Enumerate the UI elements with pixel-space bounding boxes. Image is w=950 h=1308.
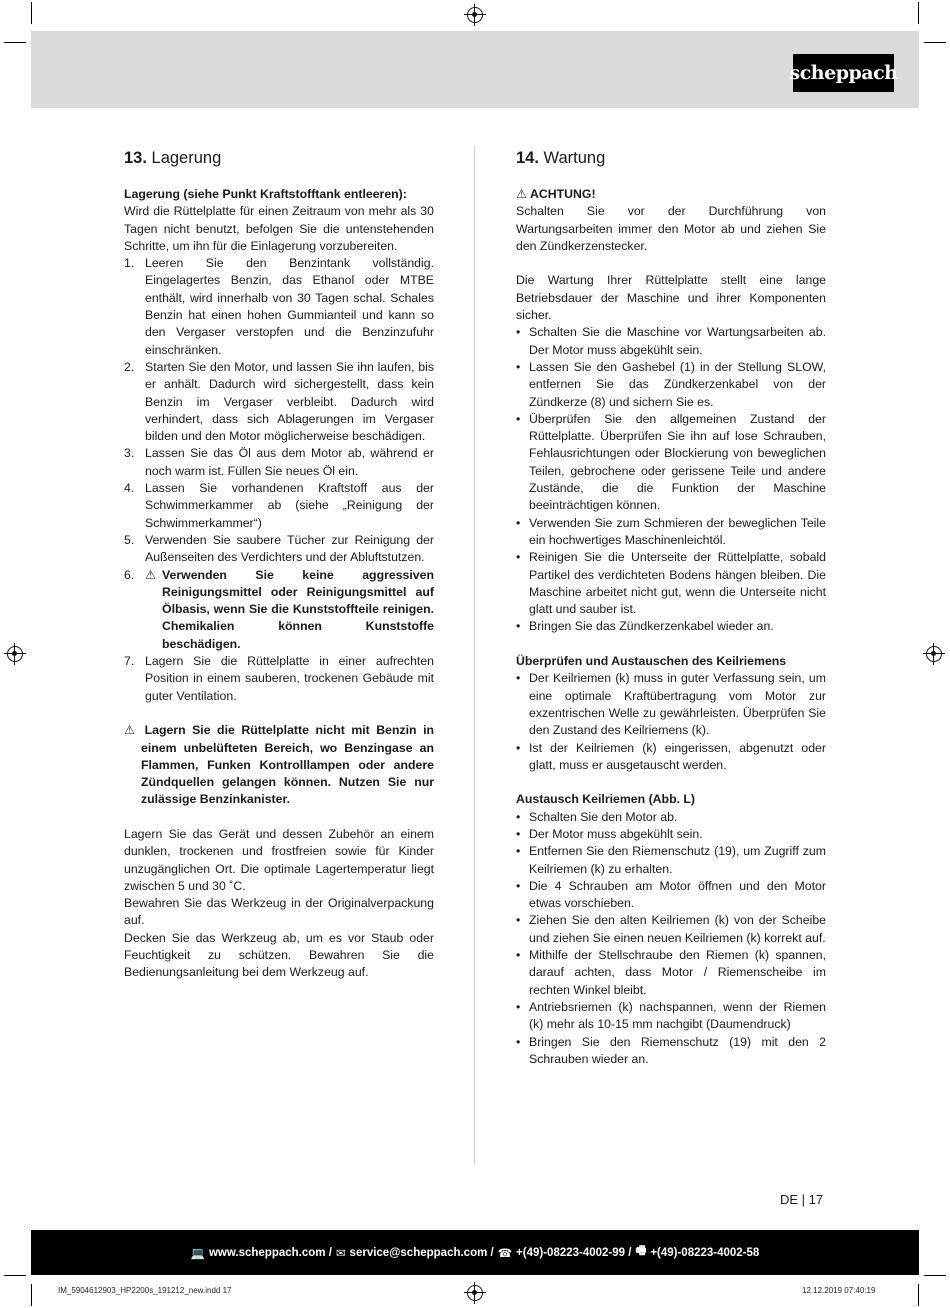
footer-website[interactable]: www.scheppach.com / [208,1246,332,1259]
crop-mark [918,1284,919,1306]
crop-mark [924,42,946,43]
registration-mark-icon [926,646,942,662]
print-slug-file: IM_5904612903_HP2200s_191212_new.indd 17 [58,1286,232,1295]
list-item: • Überprüfen Sie den allgemeinen Zustand der Rüttelplatte. Überprüfen Sie ihn auf lose Schrauben, Fehlausrichtungen oder Blockierung von beweglichen Teilen, gebrochene oder gerissene Teile und andere Zustände, die die Funktion der Maschine beeinträchtigen können. [516,411,826,513]
subsection-title: Überprüfen und Austauschen des Keilriemens [516,654,787,669]
maintenance-bullets [516,324,826,635]
list-item: • Reinigen Sie die Unterseite der Rüttelplatte, sobald Partikel des verdichteten Bodens hängen bleiben. Die Maschine arbeitet nicht gut, wenn die Unterseite nicht glatt und sauber ist. [516,550,826,617]
computer-icon: 💻 [190,1247,205,1260]
list-item: 6. ⚠ Verwenden Sie keine aggressiven Reinigungsmittel oder Reinigungsmittel auf Ölbasis, wenn Sie die Kunststoffteile reinigen. Chemikalien können Kunststoffe beschädigen. [124,567,434,651]
footer-contact-bar [31,1230,919,1275]
attention-title: ⚠ ACHTUNG! [516,187,596,201]
storage-intro-text: Wird die Rüttelplatte für einen Zeitraum von mehr als 30 Tagen nicht benutzt, befolgen Sie die untenstehenden Schritte, um ihn für die Einlagerung vorzubereiten. [124,204,434,253]
maintenance-intro: Die Wartung Ihrer Rüttelplatte stellt eine lange Betriebsdauer der Maschine und ihrer Komponenten sicher. [516,273,826,323]
mail-icon: ✉ [335,1247,346,1260]
section-maintenance [516,148,826,1068]
list-item: 7. Lagern Sie die Rüttelplatte in einer aufrechten Position in einem sauberen, trockenen Gebäude mit guter Ventilation. [124,654,434,703]
attention-text: Schalten Sie vor der Durchführung von Wartungsarbeiten immer den Motor ab und ziehen Sie den Zündkerzenstecker. [516,204,826,253]
crop-mark [918,2,919,24]
section-heading: 14. Wartung [516,149,606,167]
crop-mark [31,2,32,24]
list-item: 4. Lassen Sie vorhandenen Kraftstoff aus der Schwimmerkammer ab (siehe „Reinigung der Schwimmerkammer“) [124,481,434,530]
warning-icon: ⚠ [124,723,145,738]
header-band [31,31,919,108]
list-item: 2. Starten Sie den Motor, und lassen Sie ihn laufen, bis er anhält. Dadurch wird sichergestellt, dass kein Benzin im Vergaser verbleibt. Dadurch wird verhindert, dass sich Ablagerungen im Vergaser bilden und den Motor möglicherweise beschädigen. [124,359,434,444]
fax-icon: 🖷 [635,1245,647,1257]
storage-warning: ⚠ Lagern Sie die Rüttelplatte nicht mit Benzin in einem unbelüfteten Bereich, wo Benzingase an Flammen, Funken Kontrolllampen oder andere Zündquellen gelangen können. Nutzen Sie nur zulässige Benzinkanister. [124,723,434,807]
list-item: • Der Motor muss abgekühlt sein. [516,826,703,841]
footer-email[interactable]: service@scheppach.com / [349,1246,494,1259]
brand-logo: scheppach [793,54,894,92]
list-item: • Ist der Keilriemen (k) eingerissen, abgenutzt oder glatt, muss er ausgetauscht werden. [516,740,826,772]
registration-mark-icon [7,646,23,662]
phone-icon: ☎ [497,1247,513,1260]
list-item: • Lassen Sie den Gashebel (1) in der Stellung SLOW, entfernen Sie das Zündkerzenkabel von der Zündkerze (8) und sichern Sie es. [516,359,826,409]
list-item: • Ziehen Sie den alten Keilriemen (k) von der Scheibe und ziehen Sie einen neuen Keilriemen (k) korrekt auf. [516,913,826,945]
list-item: • Die 4 Schrauben am Motor öffnen und den Motor etwas vorschieben. [516,878,826,911]
section-heading: 13. Lagerung [124,149,222,167]
list-item: 5. Verwenden Sie saubere Tücher zur Reinigung der Außenseiten des Verdichters und der Abluftstutzen. [124,532,434,565]
warning-icon: ⚠ [516,187,530,201]
list-item: 1. Leeren Sie den Benzintank vollständig. Eingelagertes Benzin, das Ethanol oder MTBE enthält, wird innerhalb von 30 Tagen schal. Schales Benzin hat einen hohen Gummianteil und kann so den Vergaser verstopfen und die Benzinzufuhr einschränken. [124,256,434,357]
list-item: 3. Lassen Sie das Öl aus dem Motor ab, während er noch warm ist. Füllen Sie neues Öl ein. [124,446,434,478]
list-item: • Bringen Sie den Riemenschutz (19) mit den 2 Schrauben wieder an. [516,1034,826,1066]
crop-mark [4,1275,26,1276]
list-item: • Der Keilriemen (k) muss in guter Verfassung sein, um eine optimale Kraftübertragung vom Motor zur exzentrischen Welle zu gewährleisten. Überprüfen Sie den Zustand des Keilriemens (k). [516,671,826,738]
warning-icon: ⚠ [145,567,157,582]
belt-check-bullets [516,670,826,774]
section-storage [124,148,434,982]
storage-para: Bewahren Sie das Werkzeug in der Originalverpackung auf. [124,896,434,928]
page-number: DE | 17 [780,1192,824,1207]
registration-mark-icon [467,1285,483,1301]
crop-mark [31,1284,32,1306]
crop-mark [4,42,26,43]
list-item: • Verwenden Sie zum Schmieren der beweglichen Teile ein hochwertiges Maschinenleichtöl. [516,515,826,547]
crop-mark [924,1275,946,1276]
list-item: • Antriebsriemen (k) nachspannen, wenn der Riemen (k) mehr als 10-15 mm nachgibt (Daumendruck) [516,999,826,1032]
footer-phone: +(49)-08223-4002-99 / [516,1246,632,1259]
list-item: • Schalten Sie den Motor ab. [516,809,678,824]
subsection-title: Austausch Keilriemen (Abb. L) [516,792,696,807]
list-item: • Schalten Sie die Maschine vor Wartungsarbeiten ab. Der Motor muss abgekühlt sein. [516,325,826,357]
print-slug-date: 12.12.2019 07:40:19 [802,1286,876,1295]
column-divider [474,146,475,1164]
storage-intro-title: Lagerung (siehe Punkt Kraftstofftank entleeren): [124,187,407,201]
list-item: • Mithilfe der Stellschraube den Riemen (k) spannen, darauf achten, dass Motor / Riemenscheibe im rechten Winkel bleibt. [516,948,826,997]
belt-replace-bullets [516,809,826,1068]
list-item: • Bringen Sie das Zündkerzenkabel wieder an. [516,619,774,634]
storage-steps [124,255,434,705]
registration-mark-icon [467,7,483,23]
footer-fax: +(49)-08223-4002-58 [650,1246,760,1259]
list-item: • Entfernen Sie den Riemenschutz (19), um Zugriff zum Keilriemen (k) zu erhalten. [516,844,826,876]
storage-para: Lagern Sie das Gerät und dessen Zubehör an einem dunklen, trockenen und frostfreien sowie für Kinder unzugänglichen Ort. Die optimale Lagertemperatur liegt zwischen 5 und 30 ˚C. [124,826,434,893]
storage-para: Decken Sie das Werkzeug ab, um es vor Staub oder Feuchtigkeit zu schützen. Bewahren Sie die Bedienungsanleitung bei dem Werkzeug auf. [124,930,434,980]
